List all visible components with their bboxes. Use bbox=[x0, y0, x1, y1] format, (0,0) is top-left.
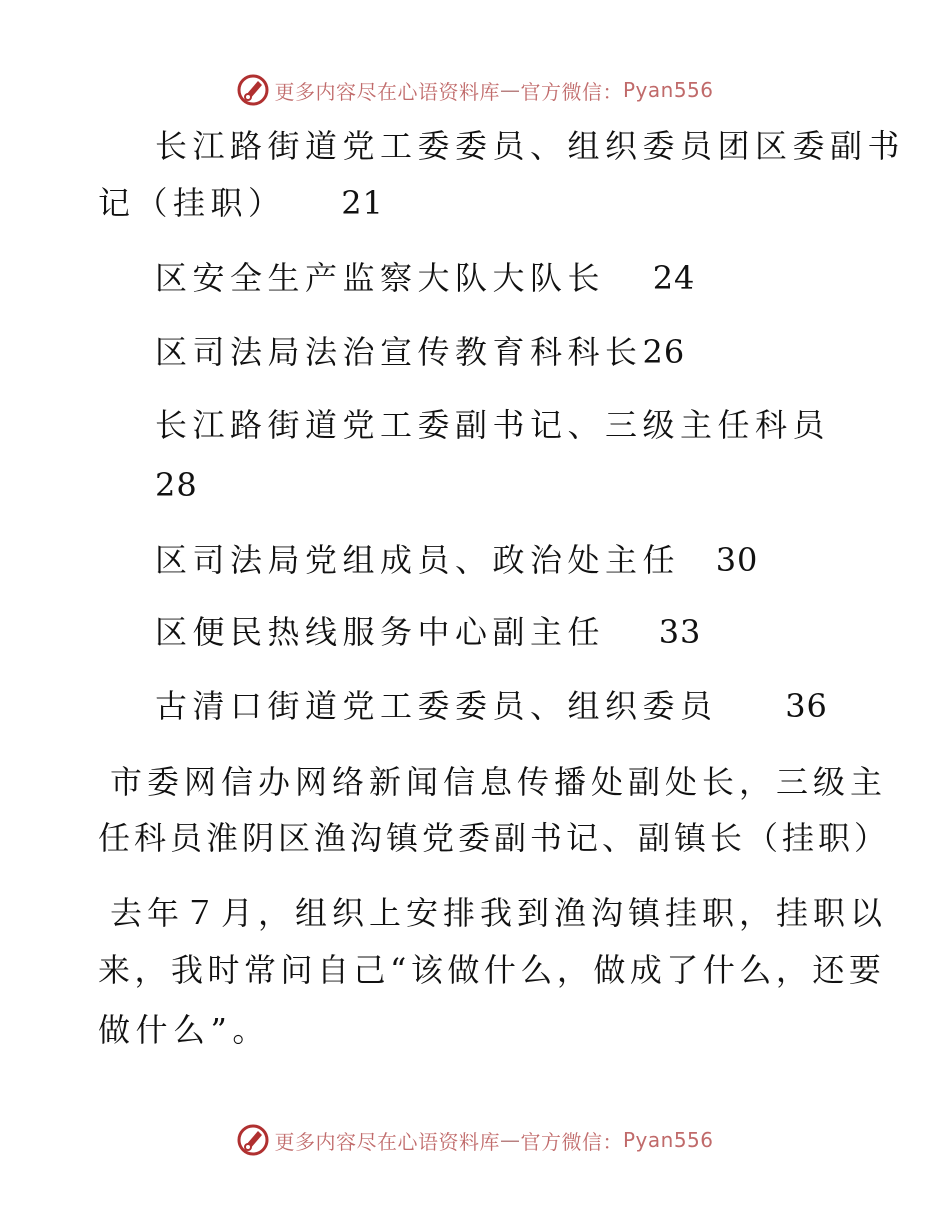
toc-item-5 bbox=[155, 540, 758, 580]
watermark-wechat-id: Pyan556 bbox=[622, 1128, 714, 1152]
toc-item-page: 21 bbox=[341, 184, 384, 222]
toc-item-4 bbox=[155, 405, 830, 445]
toc-item-title: 区安全生产监察大队大队长 bbox=[155, 259, 606, 297]
toc-item-1-line1 bbox=[155, 126, 905, 166]
section-heading-line1: 市委网信办网络新闻信息传播处副处长，三级主 bbox=[110, 763, 888, 801]
watermark-top bbox=[0, 70, 950, 110]
body-line2: 来，我时常问自己“该做什么，做成了什么，还要 bbox=[98, 951, 886, 989]
toc-item-title: 长江路街道党工委委员、组织委员团区委副书 bbox=[155, 127, 906, 165]
brand-logo-icon bbox=[236, 73, 270, 107]
watermark-official: 官方微信： bbox=[520, 79, 623, 104]
toc-item-page: 36 bbox=[785, 687, 828, 725]
toc-item-page: 33 bbox=[658, 613, 702, 651]
toc-item-3 bbox=[155, 332, 685, 372]
watermark-text: 更多内容尽在心语资料库 bbox=[274, 79, 500, 104]
toc-item-page: 26 bbox=[642, 333, 686, 371]
watermark-dash: — bbox=[499, 1128, 521, 1152]
watermark-text: 更多内容尽在心语资料库 bbox=[274, 1129, 500, 1154]
watermark-official: 官方微信： bbox=[520, 1129, 623, 1154]
toc-item-page: 24 bbox=[652, 259, 696, 297]
section-heading-line2: 任科员淮阴区渔沟镇党委副书记、副镇长（挂职） bbox=[98, 819, 891, 857]
toc-item-title: 长江路街道党工委副书记、三级主任科员 bbox=[155, 406, 831, 444]
toc-item-4-page-line bbox=[155, 465, 198, 505]
toc-item-1-line2 bbox=[98, 183, 384, 223]
toc-item-6 bbox=[155, 612, 701, 652]
toc-item-title: 记（挂职） bbox=[98, 184, 286, 222]
toc-item-title: 区便民热线服务中心副主任 bbox=[155, 613, 606, 651]
body-line1: 去年７月，组织上安排我到渔沟镇挂职，挂职以 bbox=[110, 894, 888, 932]
toc-item-page: 30 bbox=[715, 541, 759, 579]
watermark-dash: — bbox=[499, 78, 521, 102]
toc-item-7 bbox=[155, 686, 828, 726]
watermark-wechat-id: Pyan556 bbox=[622, 78, 714, 102]
toc-item-2 bbox=[155, 258, 695, 298]
brand-logo-icon bbox=[236, 1123, 270, 1157]
watermark-bottom bbox=[0, 1120, 950, 1160]
toc-item-title: 古清口街道党工委委员、组织委员 bbox=[155, 687, 718, 725]
toc-item-title: 区司法局党组成员、政治处主任 bbox=[155, 541, 681, 579]
body-line3: 做什么”。 bbox=[98, 1011, 270, 1049]
toc-item-title: 区司法局法治宣传教育科科长 bbox=[155, 333, 643, 371]
toc-item-page: 28 bbox=[155, 466, 198, 504]
